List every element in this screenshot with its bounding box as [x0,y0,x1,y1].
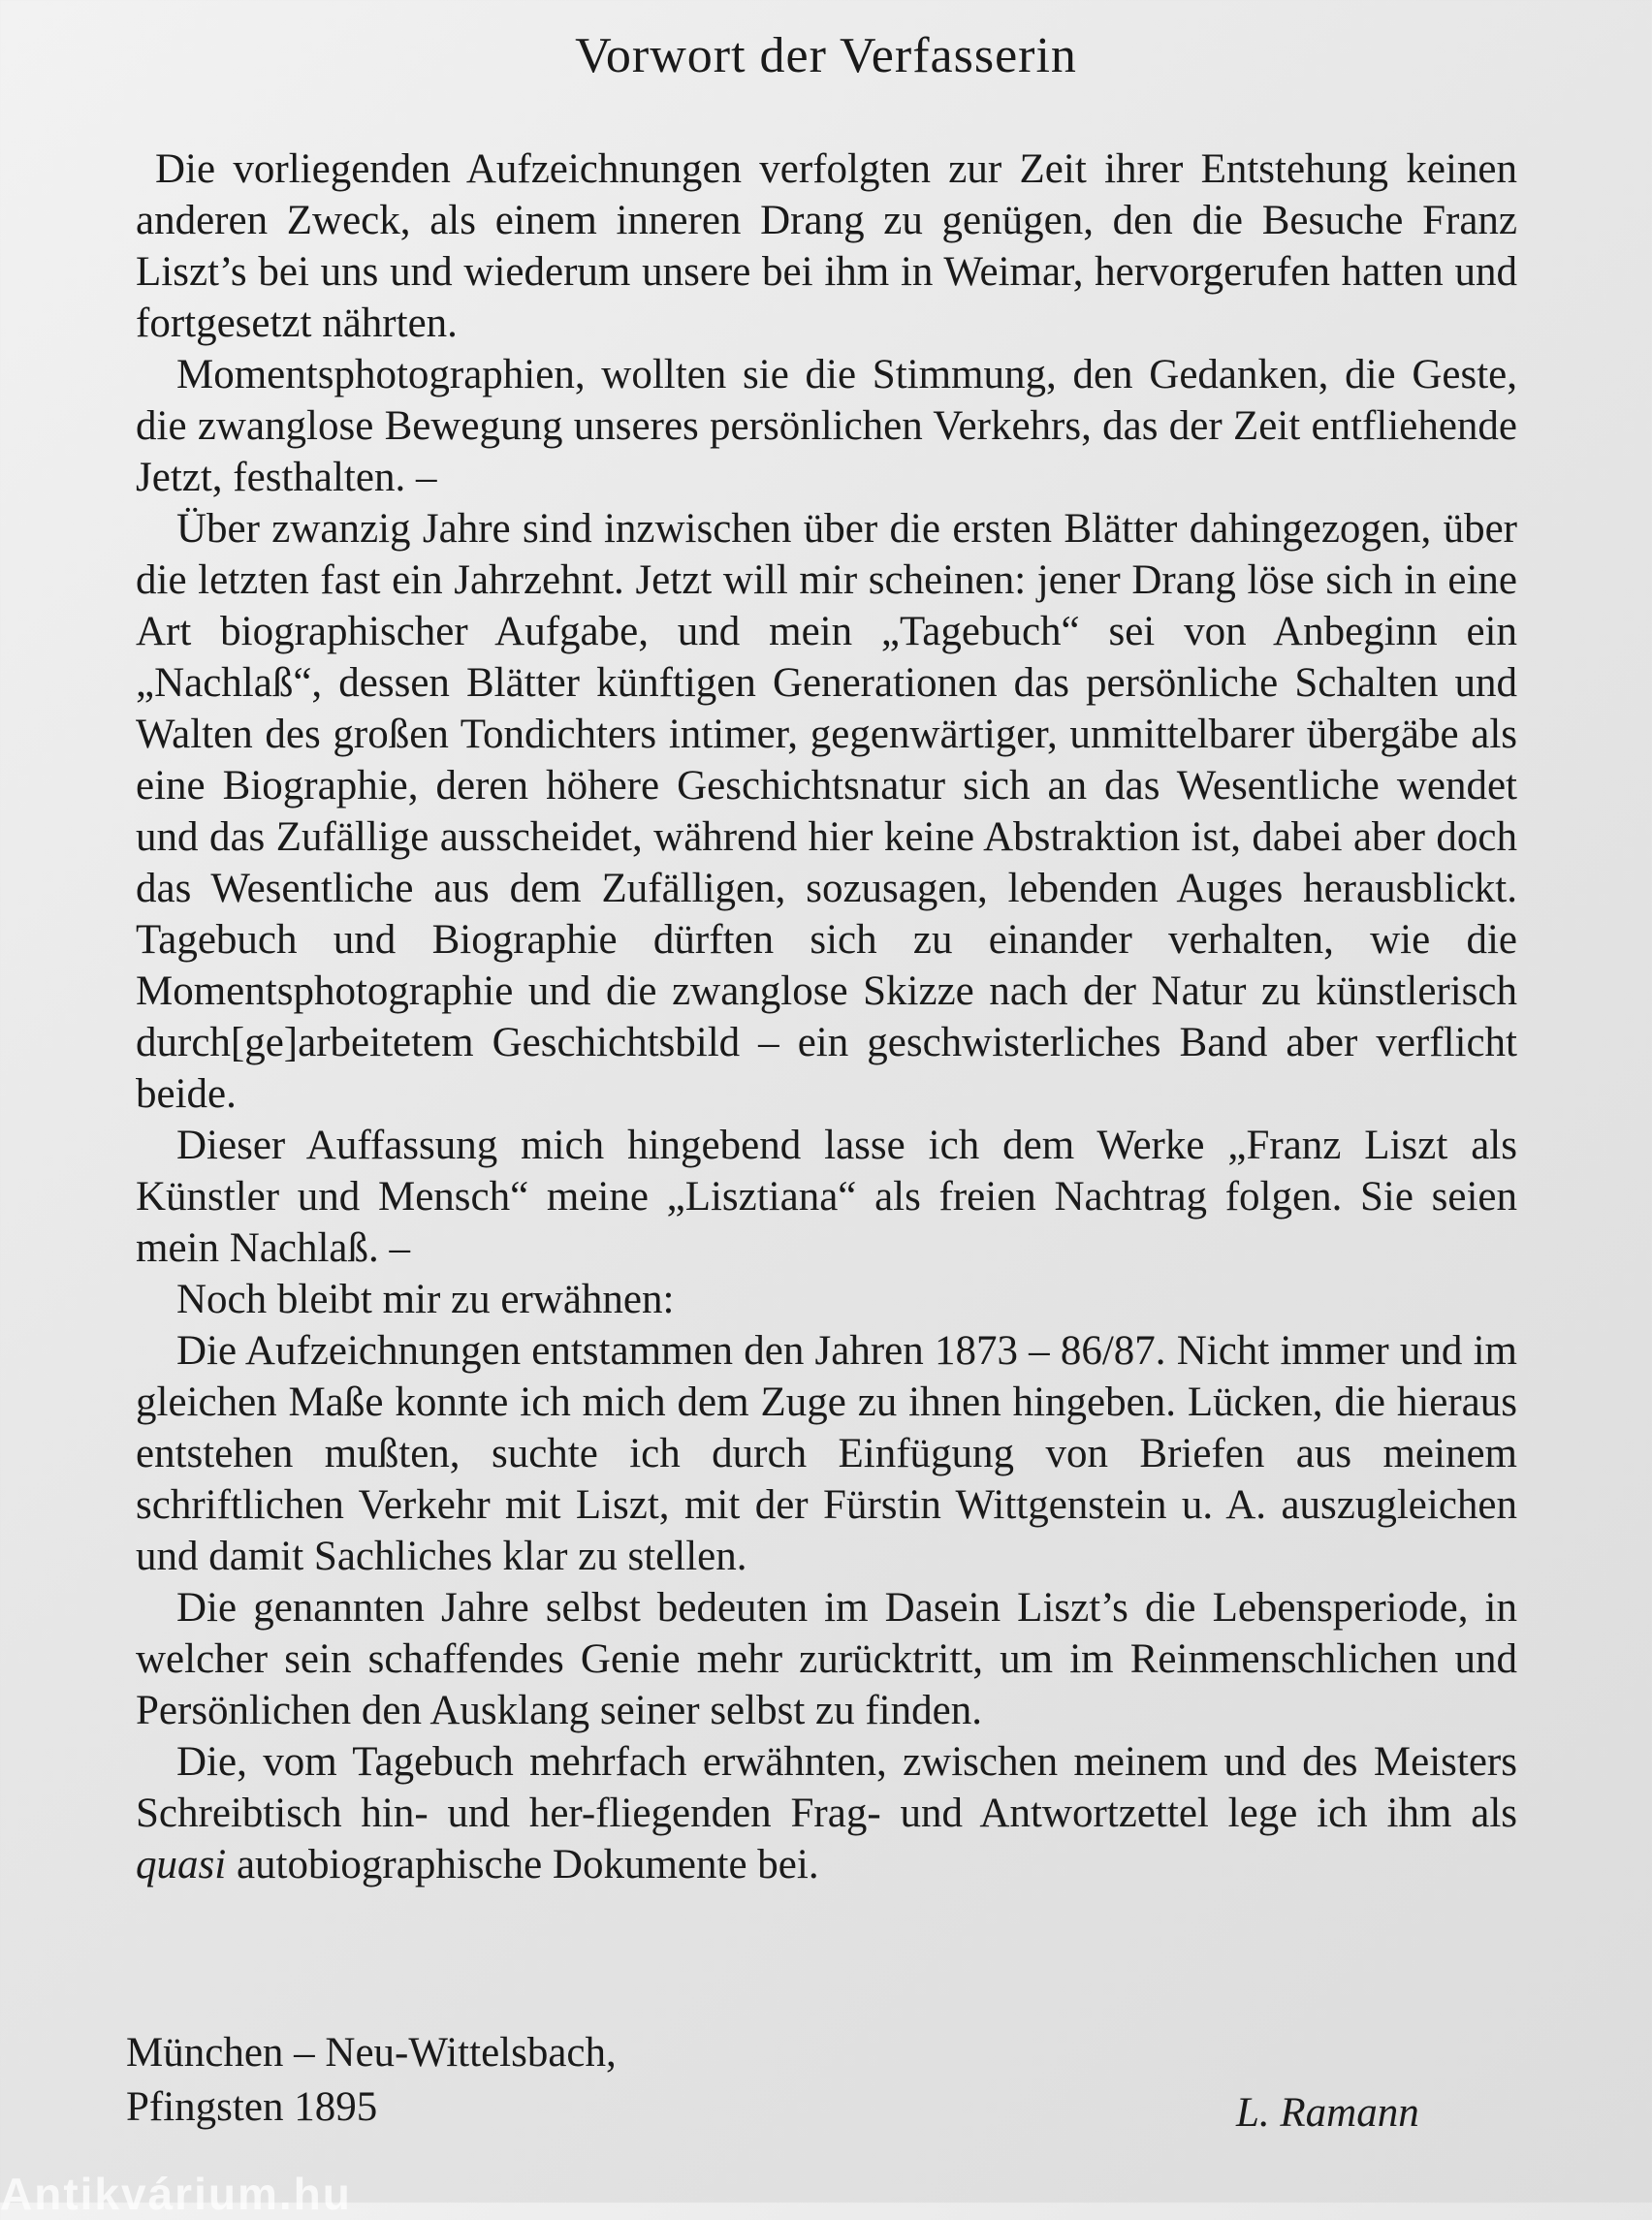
emphasis-quasi: quasi [136,1842,227,1887]
paragraph-1: Die vorliegenden Aufzeichnungen verfolgten zur Zeit ihrer Entstehung keinen anderen Zweck, als einem inneren Drang zu genügen, den die Besuche Franz Liszt’s bei uns und wiederum unsere bei ihm in Weimar, hervorgerufen hatten und fortgesetzt nährten. [136,146,1517,346]
paragraph-6: Die Aufzeichnungen entstammen den Jahren 1873 – 86/87. Nicht immer und im gleichen Maße konnte ich mich dem Zuge zu ihnen hingeben. Lücken, die hieraus entstehen mußten, suchte ich durch Einfügung von Briefen aus meinem schriftlichen Verkehr mit Liszt, mit der Fürstin Wittgenstein u. A. auszugleichen und damit Sachliches klar zu stellen. [136,1328,1517,1579]
place-line: München – Neu-Wittelsbach, [126,2030,617,2076]
preface-body [136,143,1517,1890]
paragraph-3: Über zwanzig Jahre sind inzwischen über die ersten Blätter dahingezogen, über die letzten fast ein Jahrzehnt. Jetzt will mir scheinen: jener Drang löse sich in eine Art biographischer Aufgabe, und mein „Tagebuch“ sei von Anbeginn ein „Nachlaß“, dessen Blätter künftigen Generationen das persönliche Schalten und Walten des großen Tondichters intimer, gegenwärtiger, unmittelbarer übergäbe als eine Biographie, deren höhere Geschichtsnatur sich an das Wesentliche wendet und das Zufällige ausscheidet, während hier keine Abstraktion ist, dabei aber doch das Wesentliche aus dem Zufälligen, sozusagen, lebenden Auges herausblickt. Tagebuch und Biographie dürften sich zu einander verhalten, wie die Momentsphotographie und die zwanglose Skizze nach der Natur zu künstlerisch durch[ge]arbeitetem Geschichtsbild – ein geschwisterliches Band aber verflicht beide. [136,506,1517,1117]
author-signature: L. Ramann [1236,2090,1419,2136]
watermark: Antikvárium.hu [0,2169,352,2219]
paragraph-4: Dieser Auffassung mich hingebend lasse ich dem Werke „Franz Liszt als Künstler und Mensch“ meine „Lisztiana“ als freien Nachtrag folgen. Sie seien mein Nachlaß. – [136,1123,1517,1271]
place-and-date [126,2026,617,2135]
page-title: Vorwort der Verfasserin [575,28,1077,83]
date-line: Pfingsten 1895 [126,2084,378,2130]
paragraph-2: Momentsphotographien, wollten sie die Stimmung, den Gedanken, die Geste, die zwanglose Bewegung unseres persönlichen Verkehrs, das der Zeit entfliehende Jetzt, festhalten. – [136,352,1517,500]
paragraph-8: Die, vom Tagebuch mehrfach erwähnten, zwischen meinem und des Meisters Schreibtisch hin- und her-fliegenden Frag- und Antwortzettel lege ich ihm als quasi autobiographische Dokumente bei. [136,1739,1517,1887]
paragraph-7: Die genannten Jahre selbst bedeuten im Dasein Liszt’s die Lebensperiode, in welcher sein schaffendes Genie mehr zurücktritt, um im Reinmenschlichen und Persönlichen den Ausklang seiner selbst zu finden. [136,1585,1517,1733]
paragraph-5: Noch bleibt mir zu erwähnen: [176,1277,675,1322]
